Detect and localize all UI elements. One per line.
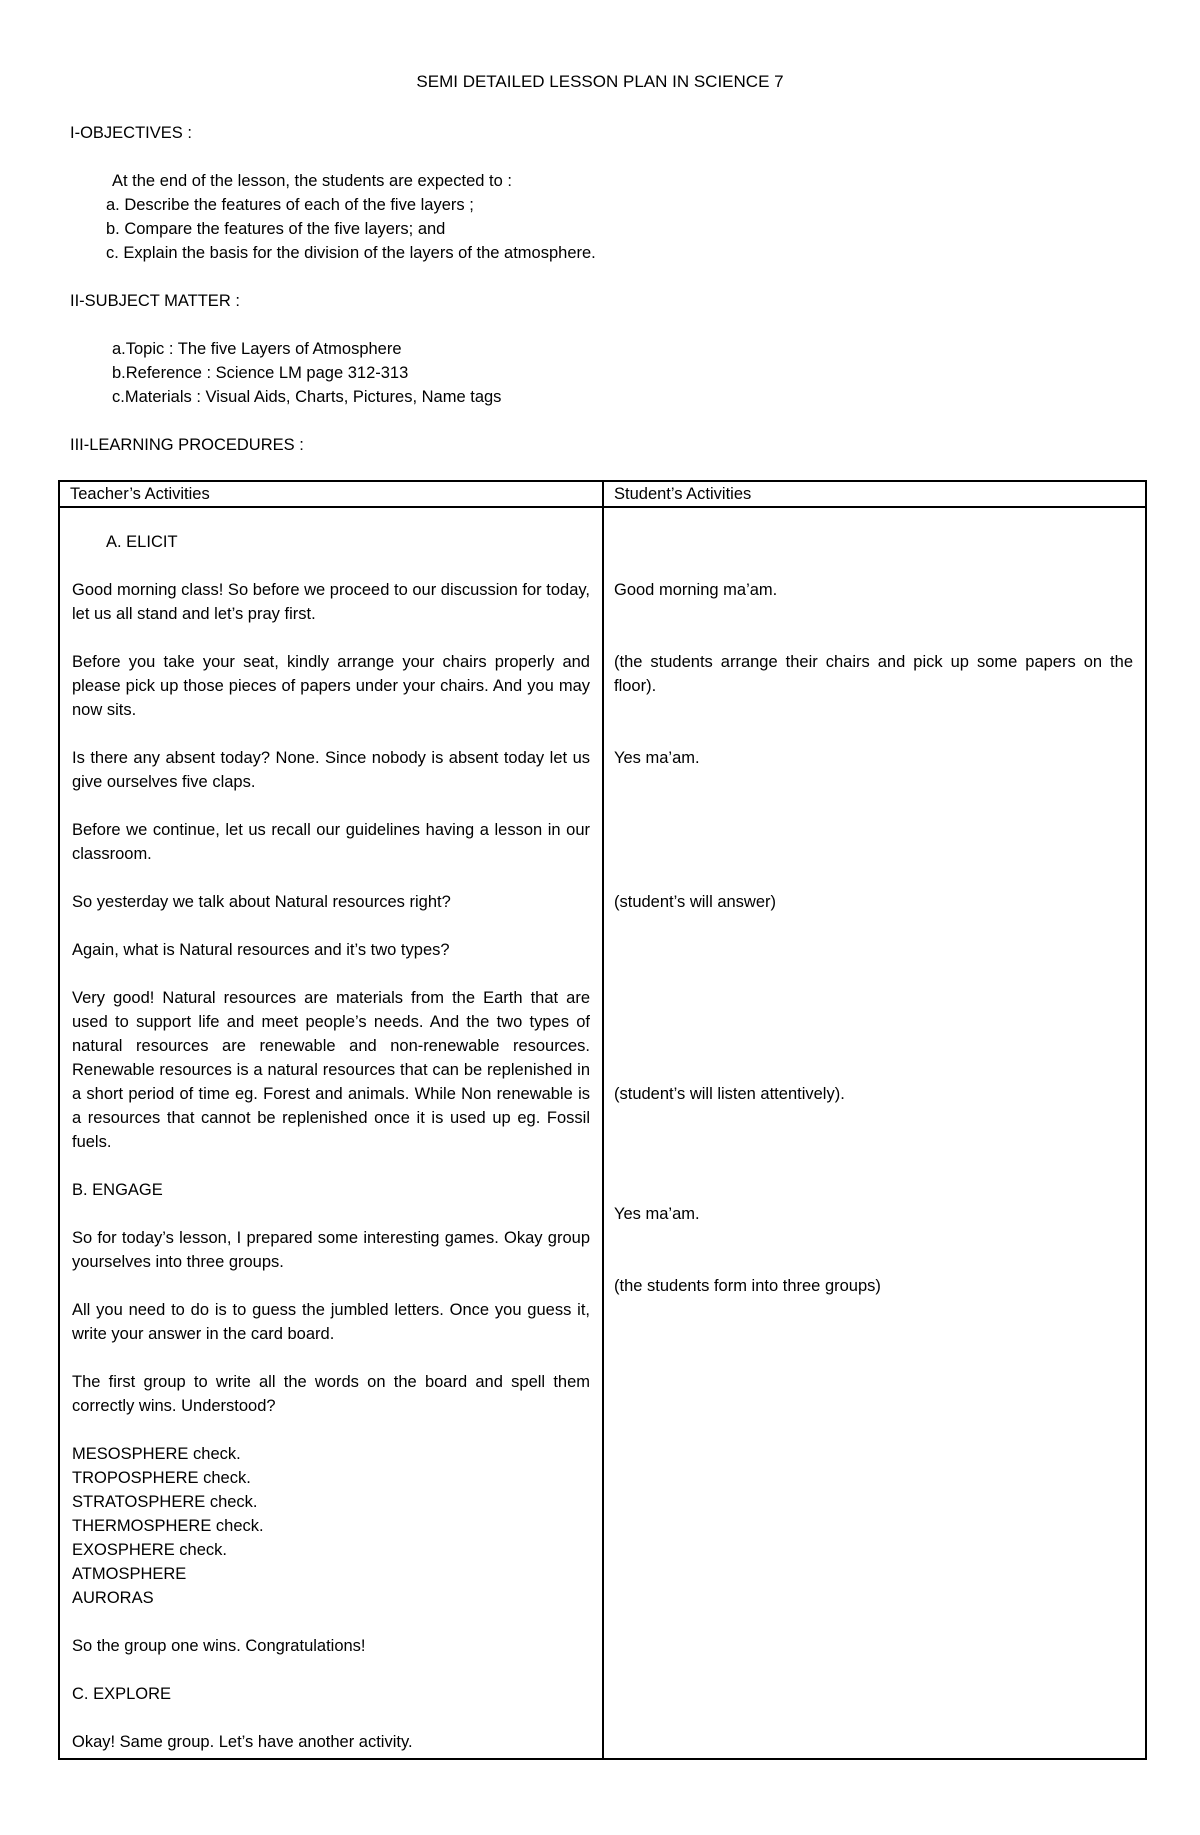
student-activities-cell bbox=[603, 507, 1146, 1759]
teacher-paragraph: Is there any absent today? None. Since nobody is absent today let us give ourselves five claps. bbox=[72, 749, 590, 791]
objective-item: b. Compare the features of the five layers; and bbox=[106, 220, 446, 238]
objective-item: a. Describe the features of each of the five layers ; bbox=[106, 196, 474, 214]
teacher-paragraph: So yesterday we talk about Natural resources right? bbox=[72, 893, 451, 911]
jumbled-word: STRATOSPHERE check. bbox=[72, 1493, 258, 1511]
jumbled-word: ATMOSPHERE bbox=[72, 1565, 187, 1583]
document-title: SEMI DETAILED LESSON PLAN IN SCIENCE 7 bbox=[416, 72, 784, 91]
subject-matter-item: a.Topic : The five Layers of Atmosphere bbox=[112, 340, 402, 358]
elicit-heading: A. ELICIT bbox=[106, 533, 178, 551]
explore-heading: C. EXPLORE bbox=[72, 1685, 172, 1703]
teacher-paragraph: Okay! Same group. Let’s have another activity. bbox=[72, 1733, 413, 1751]
teacher-paragraph: So the group one wins. Congratulations! bbox=[72, 1637, 366, 1655]
teacher-paragraph: Good morning class! So before we proceed to our discussion for today, let us all stand and let’s pray first. bbox=[72, 581, 590, 623]
teacher-activities-header: Teacher’s Activities bbox=[59, 481, 603, 507]
teacher-paragraph: Again, what is Natural resources and it’s two types? bbox=[72, 941, 450, 959]
teacher-activities-cell bbox=[59, 507, 603, 1759]
student-response: (student’s will answer) bbox=[614, 893, 777, 911]
jumbled-words-list bbox=[72, 1442, 590, 1610]
teacher-paragraph: Before we continue, let us recall our guidelines having a lesson in our classroom. bbox=[72, 821, 590, 863]
student-activities-header: Student’s Activities bbox=[603, 481, 1146, 507]
teacher-paragraph: Before you take your seat, kindly arrange your chairs properly and please pick up those pieces of papers under your chairs. And you may now sits. bbox=[72, 653, 590, 719]
subject-matter-item: b.Reference : Science LM page 312-313 bbox=[112, 364, 409, 382]
teacher-paragraph: Very good! Natural resources are materials from the Earth that are used to support life and meet people’s needs. And the two types of natural resources are renewable and non-renewable resources. Renewable resources is a natural resources that can be replenished in a short period of time eg. Forest and animals. While Non renewable is a resources that cannot be replenished once it is used up eg. Fossil fuels. bbox=[72, 989, 590, 1151]
objectives-intro: At the end of the lesson, the students are expected to : bbox=[112, 172, 512, 190]
teacher-paragraph: The first group to write all the words on the board and spell them correctly wins. Understood? bbox=[72, 1373, 590, 1415]
procedures-heading: III-LEARNING PROCEDURES : bbox=[70, 436, 304, 454]
student-response: Good morning ma’am. bbox=[614, 581, 778, 599]
student-response: (the students form into three groups) bbox=[614, 1277, 881, 1295]
teacher-paragraph: So for today’s lesson, I prepared some interesting games. Okay group yourselves into three groups. bbox=[72, 1229, 590, 1271]
jumbled-word: AURORAS bbox=[72, 1589, 154, 1607]
jumbled-word: THERMOSPHERE check. bbox=[72, 1517, 264, 1535]
student-response: (the students arrange their chairs and pick up some papers on the floor). bbox=[614, 653, 1133, 695]
activities-table bbox=[58, 480, 1147, 1760]
jumbled-word: TROPOSPHERE check. bbox=[72, 1469, 251, 1487]
jumbled-word: EXOSPHERE check. bbox=[72, 1541, 227, 1559]
student-response: Yes ma’am. bbox=[614, 1205, 700, 1223]
engage-heading: B. ENGAGE bbox=[72, 1181, 163, 1199]
student-response: (student’s will listen attentively). bbox=[614, 1085, 845, 1103]
subject-matter-item: c.Materials : Visual Aids, Charts, Pictures, Name tags bbox=[112, 388, 502, 406]
subject-matter-heading: II-SUBJECT MATTER : bbox=[70, 292, 240, 310]
objectives-heading: I-OBJECTIVES : bbox=[70, 124, 192, 142]
objective-item: c. Explain the basis for the division of the layers of the atmosphere. bbox=[106, 244, 596, 262]
student-response: Yes ma’am. bbox=[614, 749, 700, 767]
teacher-paragraph: All you need to do is to guess the jumbled letters. Once you guess it, write your answer in the card board. bbox=[72, 1301, 590, 1343]
jumbled-word: MESOSPHERE check. bbox=[72, 1445, 241, 1463]
